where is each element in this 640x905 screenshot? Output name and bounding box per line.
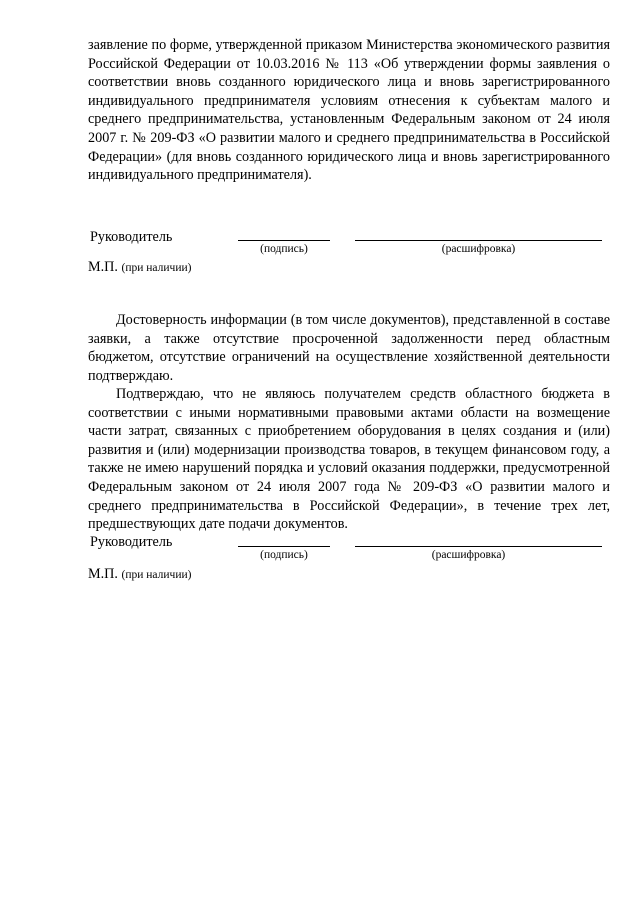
- stamp-label: М.П.: [88, 259, 118, 275]
- decoding-line: [355, 240, 602, 241]
- signature-label: Руководитель: [90, 534, 173, 550]
- stamp-note: (при наличии): [121, 262, 192, 274]
- stamp-note: (при наличии): [121, 569, 192, 581]
- paragraph-reliability-text: Достоверность информации (в том числе документов), представленной в составе заявки, а также отсутствие просроченной задолженности перед областным бюджетом, отсутствие ограничений на осуществление хозяйственной деятельности подтверждаю.: [88, 312, 610, 384]
- paragraph-confirmation-text: Подтверждаю, что не являюсь получателем средств областного бюджета в соответствии с иными нормативными правовыми актами области на возмещение части затрат, связанных с приобретением оборудования в целях создания и (или) развития и (или) модернизации производства товаров, в текущем финансовом году, а также не имею нарушений порядка и условий оказания поддержки, предусмотренной Федеральным законом от 24 июля 2007 года № 209-ФЗ «О развитии малого и среднего предпринимательства в Российской Федерации», в течение трех лет, предшествующих дате подачи документов.: [88, 386, 610, 533]
- stamp-place: [88, 259, 191, 276]
- paragraph-application-form: заявление по форме, утвержденной приказом Министерства экономического развития Российской Федерации от 10.03.2016 № 113 «Об утверждении формы заявления о соответствии вновь созданного юридического лица и вновь зарегистрированного индивидуального предпринимателя условиям отнесения к субъектам малого и среднего предпринимательства, установленным Федеральным законом от 24 июля 2007 г. № 209-ФЗ «О развитии малого и среднего предпринимательства в Российской Федерации» (для вновь созданного юридического лица и вновь зарегистрированного индивидуального предпринимателя).: [88, 37, 610, 184]
- paragraph-confirmation: [88, 385, 610, 534]
- signature-line: [238, 240, 330, 241]
- decoding-caption: (расшифровка): [441, 243, 516, 255]
- paragraph-reliability: [88, 311, 610, 385]
- decoding-line: [355, 546, 602, 547]
- signature-label: Руководитель: [90, 229, 173, 245]
- stamp-place: [88, 566, 191, 583]
- signature-caption: (подпись): [260, 243, 308, 255]
- signature-caption: (подпись): [260, 549, 308, 561]
- decoding-caption: (расшифровка): [431, 549, 506, 561]
- stamp-label: М.П.: [88, 566, 118, 582]
- signature-line: [238, 546, 330, 547]
